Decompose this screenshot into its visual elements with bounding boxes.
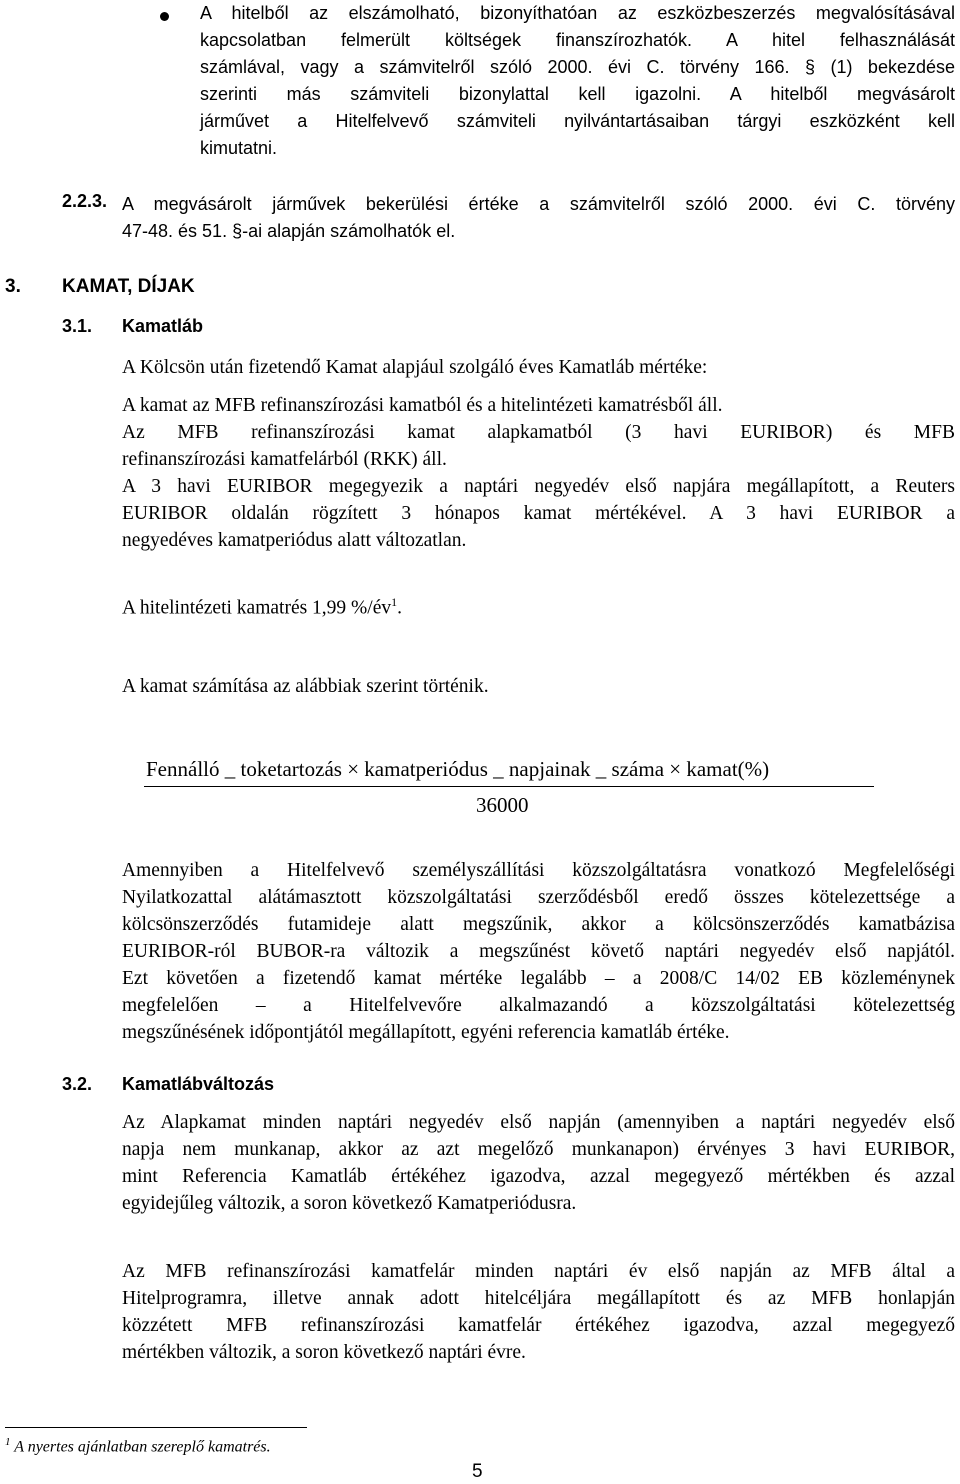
text-line: Amennyiben a Hitelfelvevő személyszállítási közszolgáltatásra vonatkozó Megfelelőségi <box>122 860 955 881</box>
text-line: kapcsolatban felmerült költségek finanszírozhatók. A hitel felhasználását <box>200 30 955 50</box>
text-line: egyidejűleg változik, a soron következő Kamatperiódusra. <box>122 1193 577 1214</box>
text-line: 47-48. és 51. §-ai alapján számolhatók el. <box>122 221 456 241</box>
section-heading: Kamatlábváltozás <box>122 1074 275 1094</box>
section-number: 3.1. <box>62 316 93 336</box>
footnote-mark: 1 <box>5 1436 11 1448</box>
section-number: 3.2. <box>62 1074 93 1094</box>
text-line: negyedéves kamatperiódus alatt változatlan. <box>122 530 467 551</box>
text-line: EURIBOR oldalán rögzített 3 hónapos kamat mértékével. A 3 havi EURIBOR a <box>122 503 955 524</box>
footnote-text: A nyertes ajánlatban szereplő kamatrés. <box>14 1438 271 1456</box>
text-line: megszűnésének időpontjától megállapított, egyéni referencia kamatláb értéke. <box>122 1022 730 1043</box>
interest-paragraph <box>122 392 955 554</box>
margin-change-paragraph <box>122 1258 955 1366</box>
section-number: 3. <box>5 276 21 297</box>
section-223-text <box>122 191 955 245</box>
text-line: EURIBOR-ról BUBOR-ra változik a megszűnést követő naptári negyedév első napjától. <box>122 941 955 962</box>
footnote-separator <box>5 1427 307 1428</box>
text-line: kölcsönszerződés futamideje alatt megszűnik, akkor a kölcsönszerződés kamatbázisa <box>122 914 955 935</box>
text-line: számlával, vagy a számvitelről szóló 2000. évi C. törvény 166. § (1) bekezdése <box>200 57 955 77</box>
bubor-paragraph <box>122 857 955 1046</box>
intro-text: A Kölcsön után fizetendő Kamat alapjául szolgáló éves Kamatláb mértéke: <box>122 357 708 378</box>
text-line: Az MFB refinanszírozási kamatfelár minden naptári év első napján az MFB által a <box>122 1261 955 1282</box>
fraction-bar <box>144 786 874 787</box>
text-line: refinanszírozási kamatfelárból (RKK) áll. <box>122 449 447 470</box>
text-line: A megvásárolt járművek bekerülési értéke a számvitelről szóló 2000. évi C. törvény <box>122 194 955 214</box>
rate-change-paragraph <box>122 1109 955 1217</box>
section-number: 2.2.3. <box>62 191 108 211</box>
text-line: Nyilatkozattal alátámasztott közszolgáltatási szerződésből eredő összes kötelezettsége a <box>122 887 955 908</box>
margin-text <box>122 595 402 620</box>
text-line: Hitelprogramra, illetve annak adott hitelcéljára megállapított és az MFB honlapján <box>122 1288 955 1309</box>
text-line: közzétett MFB refinanszírozási kamatfelár értékéhez igazodva, azzal megegyező <box>122 1315 955 1336</box>
formula-denominator: 36000 <box>476 793 529 817</box>
text-line: Az MFB refinanszírozási kamat alapkamatból (3 havi EURIBOR) és MFB <box>122 422 955 443</box>
text-line: szerinti más számviteli bizonylattal kell igazolni. A hitelből megvásárolt <box>200 84 955 104</box>
calc-intro: A kamat számítása az alábbiak szerint történik. <box>122 676 489 697</box>
section-heading: KAMAT, DÍJAK <box>62 276 195 297</box>
text-line: A 3 havi EURIBOR megegyezik a naptári negyedév első napjára megállapított, a Reuters <box>122 476 955 497</box>
page-number: 5 <box>472 1461 483 1482</box>
text-line: A hitelből az elszámolható, bizonyíthatóan az eszközbeszerzés megvalósításával <box>200 3 955 23</box>
text-line: kimutatni. <box>200 138 278 158</box>
text-line: Ezt követően a fizetendő kamat mértéke legalább – a 2008/C 14/02 EB közleménynek <box>122 968 955 989</box>
text-line: napja nem munkanap, akkor az azt megelőző munkanapon) érvényes 3 havi EURIBOR, <box>122 1139 955 1160</box>
text-line: A kamat az MFB refinanszírozási kamatból és a hitelintézeti kamatrésből áll. <box>122 395 723 416</box>
period: . <box>397 597 402 619</box>
bullet-icon <box>160 12 169 21</box>
footnote <box>5 1436 271 1456</box>
text-line: megfelelően – a Hitelfelvevőre alkalmazandó a közszolgáltatási kötelezettség <box>122 995 955 1016</box>
formula-numerator: Fennálló _ toketartozás × kamatperiódus _ napjainak _ száma × kamat(%) <box>146 757 770 781</box>
footnote-ref: 1 <box>391 595 398 609</box>
text-line: mértékben változik, a soron következő naptári évre. <box>122 1342 526 1363</box>
text-line: járművet a Hitelfelvevő számviteli nyilvántartásaiban tárgyi eszközként kell <box>200 111 955 131</box>
bullet-paragraph <box>200 0 955 162</box>
margin-label: A hitelintézeti kamatrés 1,99 %/év <box>122 597 392 619</box>
section-heading: Kamatláb <box>122 316 204 336</box>
text-line: Az Alapkamat minden naptári negyedév első napján (amennyiben a naptári negyedév első <box>122 1112 955 1133</box>
text-line: mint Referencia Kamatláb értékéhez igazodva, azzal megegyező mértékben és azzal <box>122 1166 955 1187</box>
